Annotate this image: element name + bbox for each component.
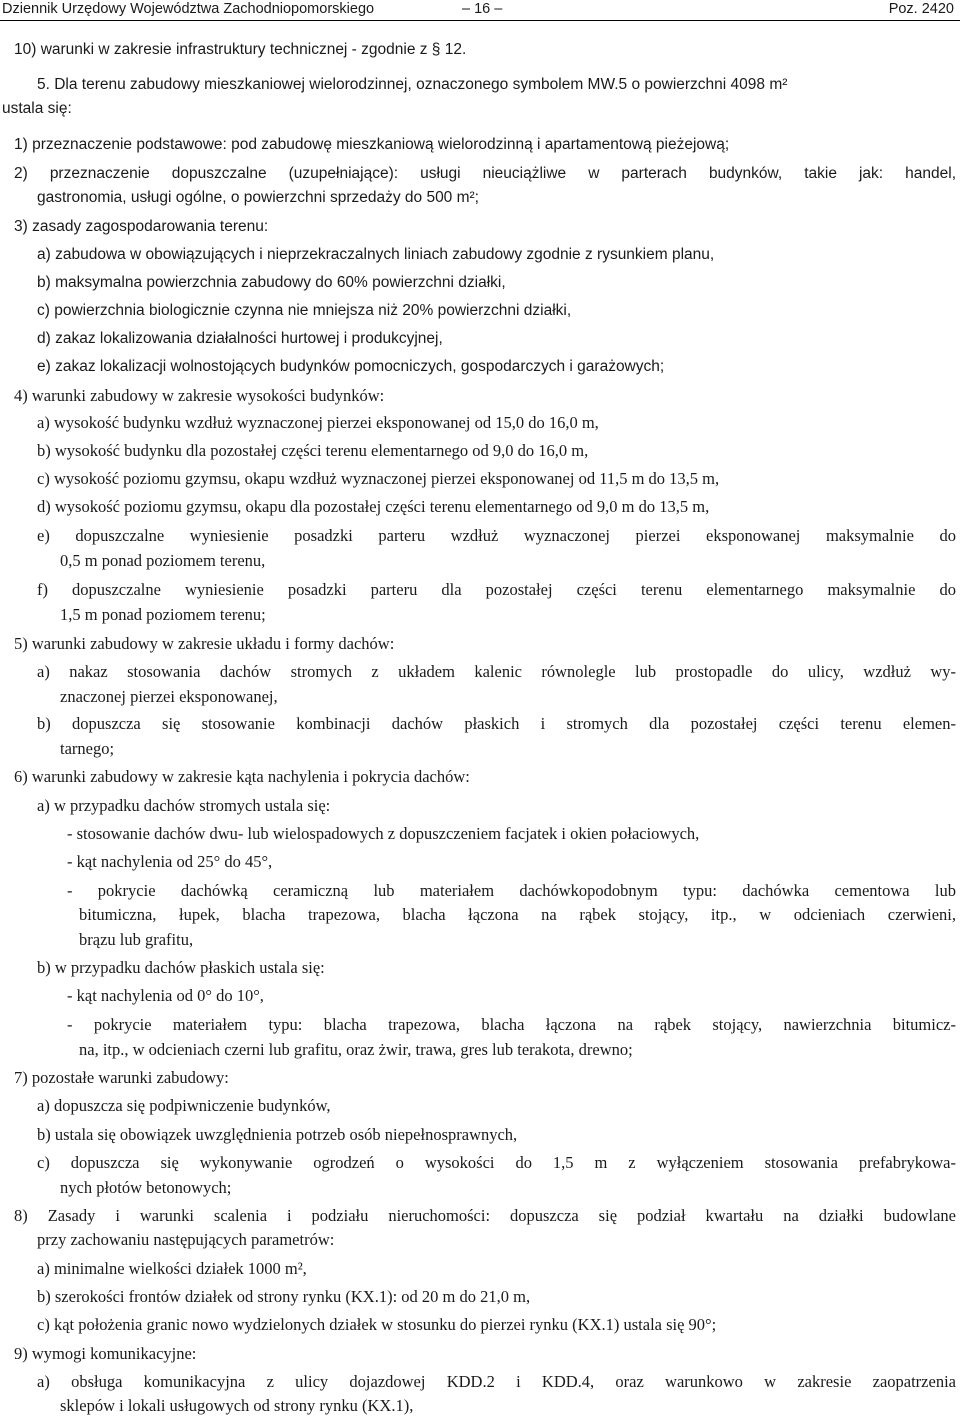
page-number: – 16 – [462,1,503,17]
doc-line: 5) warunki zabudowy w zakresie układu i formy dachów: [14,634,395,653]
doc-line: brązu lub grafitu, [79,930,194,949]
doc-line: a) w przypadku dachów stromych ustala się: [37,796,331,815]
doc-line: a) zabudowa w obowiązujących i nieprzekraczalnych liniach zabudowy zgodnie z rysunkiem planu, [37,246,715,263]
doc-line: b) szerokości frontów działek od strony rynku (KX.1): od 20 m do 21,0 m, [37,1287,531,1306]
doc-line: c) kąt położenia granic nowo wydzielonych działek w stosunku do pierzei rynku (KX.1) ustala się 90°; [37,1315,717,1334]
doc-line: na, itp., w odcieniach czerni lub grafitu, oraz żwir, trawa, gres lub terakota, drewno; [79,1040,633,1059]
doc-line: a) dopuszcza się podpiwniczenie budynków, [37,1096,331,1115]
doc-line: 8) Zasady i warunki scalenia i podziału nieruchomości: dopuszcza się podział kwartału na działki budowlane [14,1206,956,1225]
doc-line: przy zachowaniu następujących parametrów: [37,1230,335,1249]
doc-line: - stosowanie dachów dwu- lub wielospadowych z dopuszczeniem facjatek i okien połaciowych, [67,824,700,843]
doc-line: 1) przeznaczenie podstawowe: pod zabudowę mieszkaniową wielorodzinną i apartamentową pieżejową; [14,136,730,153]
doc-line: tarnego; [60,739,115,758]
doc-line: a) obsługa komunikacyjna z ulicy dojazdowej KDD.2 i KDD.4, oraz warunkowo w zakresie zaopatrzenia [37,1372,956,1391]
doc-line: e) dopuszczalne wyniesienie posadzki parteru wzdłuż wyznaczonej pierzei eksponowanej maksymalnie do [37,526,956,545]
doc-line: 4) warunki zabudowy w zakresie wysokości budynków: [14,386,385,405]
doc-line: a) wysokość budynku wzdłuż wyznaczonej pierzei eksponowanej od 15,0 do 16,0 m, [37,413,599,432]
doc-line: - kąt nachylenia od 0° do 10°, [67,986,264,1005]
doc-line: e) zakaz lokalizacji wolnostojących budynków pomocniczych, gospodarczych i garażowych; [37,358,665,375]
page-header [0,0,960,22]
doc-line: - pokrycie dachówką ceramiczną lub materiałem dachówkopodobnym typu: dachówka cementowa lub [67,881,956,900]
doc-line: b) dopuszcza się stosowanie kombinacji dachów płaskich i stromych dla pozostałej części terenu elemen- [37,714,956,733]
doc-line: 1,5 m ponad poziomem terenu; [60,605,266,624]
doc-line: - kąt nachylenia od 25° do 45°, [67,852,273,871]
doc-line: gastronomia, usługi ogólne, o powierzchni sprzedaży do 500 m²; [37,189,479,206]
doc-line: d) zakaz lokalizowania działalności hurtowej i produkcyjnej, [37,330,443,347]
doc-line: d) wysokość poziomu gzymsu, okapu dla pozostałej części terenu elementarnego od 9,0 m do 13,5 m, [37,497,710,516]
doc-line: 10) warunki w zakresie infrastruktury technicznej - zgodnie z § 12. [14,41,467,58]
doc-line: 7) pozostałe warunki zabudowy: [14,1068,229,1087]
doc-line: ustala się: [2,100,72,117]
doc-line: c) wysokość poziomu gzymsu, okapu wzdłuż wyznaczonej pierzei eksponowanej od 11,5 m do 13,5 m, [37,469,720,488]
doc-line: 3) zasady zagospodarowania terenu: [14,218,269,235]
doc-line: b) ustala się obowiązek uwzględnienia potrzeb osób niepełnosprawnych, [37,1125,518,1144]
doc-line: nych płotów betonowych; [60,1178,232,1197]
doc-line: 2) przeznaczenie dopuszczalne (uzupełniające): usługi nieuciążliwe w parterach budynków, takie jak: handel, [14,165,956,182]
doc-line: c) powierzchnia biologicznie czynna nie mniejsza niż 20% powierzchni działki, [37,302,572,319]
doc-line: a) minimalne wielkości działek 1000 m², [37,1259,307,1278]
doc-line: c) dopuszcza się wykonywanie ogrodzeń o wysokości do 1,5 m z wyłączeniem stosowania prefabrykowa- [37,1153,956,1172]
doc-line: 5. Dla terenu zabudowy mieszkaniowej wielorodzinnej, oznaczonego symbolem MW.5 o powierzchni 4098 m² [37,76,788,93]
doc-line: - pokrycie materiałem typu: blacha trapezowa, blacha łączona na rąbek stojący, nawierzchnia bitumicz- [67,1015,956,1034]
journal-title: Dziennik Urzędowy Województwa Zachodniopomorskiego [2,1,375,17]
doc-line: 0,5 m ponad poziomem terenu, [60,551,266,570]
doc-line: znaczonej pierzei eksponowanej, [60,687,278,706]
doc-line: a) nakaz stosowania dachów stromych z układem kalenic równolegle lub prostopadle do ulicy, wzdłuż wy- [37,662,956,681]
doc-line: f) dopuszczalne wyniesienie posadzki parteru dla pozostałej części terenu elementarnego maksymalnie do [37,580,956,599]
doc-line: bitumiczna, łupek, blacha trapezowa, blacha łączona na rąbek stojący, itp., w odcieniach czerwieni, [79,905,956,924]
doc-line: 9) wymogi komunikacyjne: [14,1344,197,1363]
doc-line: b) w przypadku dachów płaskich ustala się: [37,958,325,977]
doc-line: 6) warunki zabudowy w zakresie kąta nachylenia i pokrycia dachów: [14,767,470,786]
doc-line: b) maksymalna powierzchnia zabudowy do 60% powierzchni działki, [37,274,506,291]
position-number: Poz. 2420 [888,1,954,17]
header-rule [0,20,960,21]
doc-line: b) wysokość budynku dla pozostałej części terenu elementarnego od 9,0 do 16,0 m, [37,441,589,460]
doc-line: sklepów i lokali usługowych od strony rynku (KX.1), [60,1396,414,1415]
